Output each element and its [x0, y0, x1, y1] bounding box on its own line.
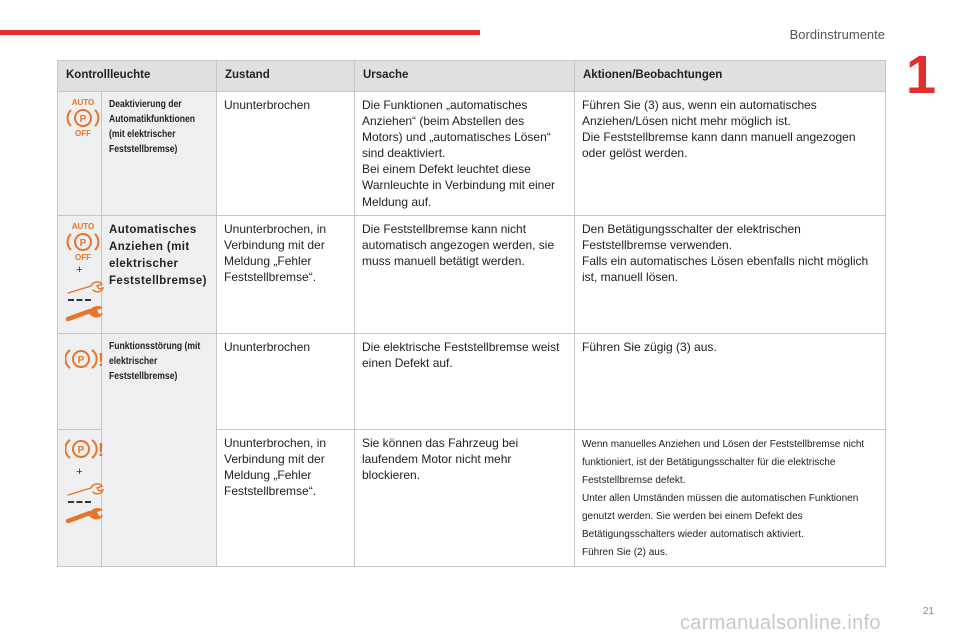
section-title: Bordinstrumente [789, 27, 885, 42]
light-name: Funktionsstörung (mit elektrischer Feststellbremse) [102, 333, 217, 566]
header-aktionen: Aktionen/Beobachtungen [575, 61, 886, 92]
wrench-solid-icon [65, 304, 105, 322]
svg-text:OFF: OFF [75, 252, 91, 261]
table-row [58, 215, 886, 333]
light-name: Deaktivierung der Automatikfunktionen (mit elektrischer Feststellbremse) [102, 91, 217, 215]
header-zustand: Zustand [217, 61, 355, 92]
wrench-outline-icon [65, 280, 105, 296]
plus-sign: + [76, 263, 83, 276]
light-name: Automatisches Anziehen (mit elektrischer Feststellbremse) [102, 215, 217, 333]
plus-sign: + [76, 465, 83, 478]
watermark: carmanualsonline.info [680, 612, 881, 634]
warning-lights-table [57, 60, 886, 567]
wrench-outline-icon [65, 482, 105, 498]
svg-text:AUTO: AUTO [71, 97, 95, 107]
table-header-row [58, 61, 886, 92]
ursache-cell: Sie können das Fahrzeug bei laufendem Motor nicht mehr blockieren. [355, 429, 575, 566]
parking-brake-fault-icon [65, 345, 105, 373]
auto-off-parking-icon [65, 221, 101, 261]
icon-cell [58, 429, 102, 566]
svg-text:P: P [79, 237, 87, 249]
aktionen-cell: Wenn manuelles Anziehen und Lösen der Feststellbremse nicht funktioniert, ist der Betätigungsschalter für die elektrische Feststellbremse defekt. Unter allen Umständen müssen die automatischen Funktionen genutzt werden. Sie werden bei einem Defekt des Betätigungsschalters wieder automatisch aktiviert. Führen Sie (2) aus. [575, 429, 886, 566]
wrench-solid-icon [65, 506, 105, 524]
svg-text:P: P [77, 354, 85, 366]
header-ursache: Ursache [355, 61, 575, 92]
ursache-cell: Die Feststellbremse kann nicht automatisch angezogen werden, sie muss manuell betätigt werden. [355, 215, 575, 333]
svg-text:OFF: OFF [75, 128, 91, 137]
divider-dashed [68, 299, 91, 301]
ursache-cell: Die Funktionen „automatisches Anziehen“ (beim Abstellen des Motors) und „automatisches Lösen“ sind deaktiviert. Bei einem Defekt leuchtet diese Warnleuchte in Verbindung mit einer Meldung auf. [355, 91, 575, 215]
chapter-number: 1 [905, 45, 936, 105]
svg-text:!: ! [98, 349, 104, 370]
zustand-cell: Ununterbrochen [217, 91, 355, 215]
icon-cell [58, 215, 102, 333]
ursache-cell: Die elektrische Feststellbremse weist einen Defekt auf. [355, 333, 575, 429]
icon-cell [58, 333, 102, 429]
zustand-cell: Ununterbrochen, in Verbindung mit der Meldung „Fehler Feststellbremse“. [217, 215, 355, 333]
page-number: 21 [922, 606, 934, 617]
divider-dashed [68, 501, 91, 503]
svg-text:!: ! [98, 439, 104, 460]
auto-off-parking-icon [65, 97, 101, 137]
aktionen-cell: Führen Sie (3) aus, wenn ein automatisches Anziehen/Lösen nicht mehr möglich ist. Die Feststellbremse kann dann manuell angezogen oder gelöst werden. [575, 91, 886, 215]
table-row [58, 333, 886, 429]
aktionen-cell: Führen Sie zügig (3) aus. [575, 333, 886, 429]
aktionen-cell: Den Betätigungsschalter der elektrischen Feststellbremse verwenden. Falls ein automatisches Lösen ebenfalls nicht möglich ist, manuell lösen. [575, 215, 886, 333]
header-accent-bar [0, 30, 480, 35]
table-row [58, 91, 886, 215]
icon-cell [58, 91, 102, 215]
zustand-cell: Ununterbrochen, in Verbindung mit der Meldung „Fehler Feststellbremse“. [217, 429, 355, 566]
svg-text:P: P [77, 444, 85, 456]
svg-text:P: P [79, 113, 87, 125]
parking-brake-fault-icon [65, 435, 105, 463]
svg-text:AUTO: AUTO [71, 221, 95, 231]
header-kontrollleuchte: Kontrollleuchte [58, 61, 217, 92]
zustand-cell: Ununterbrochen [217, 333, 355, 429]
